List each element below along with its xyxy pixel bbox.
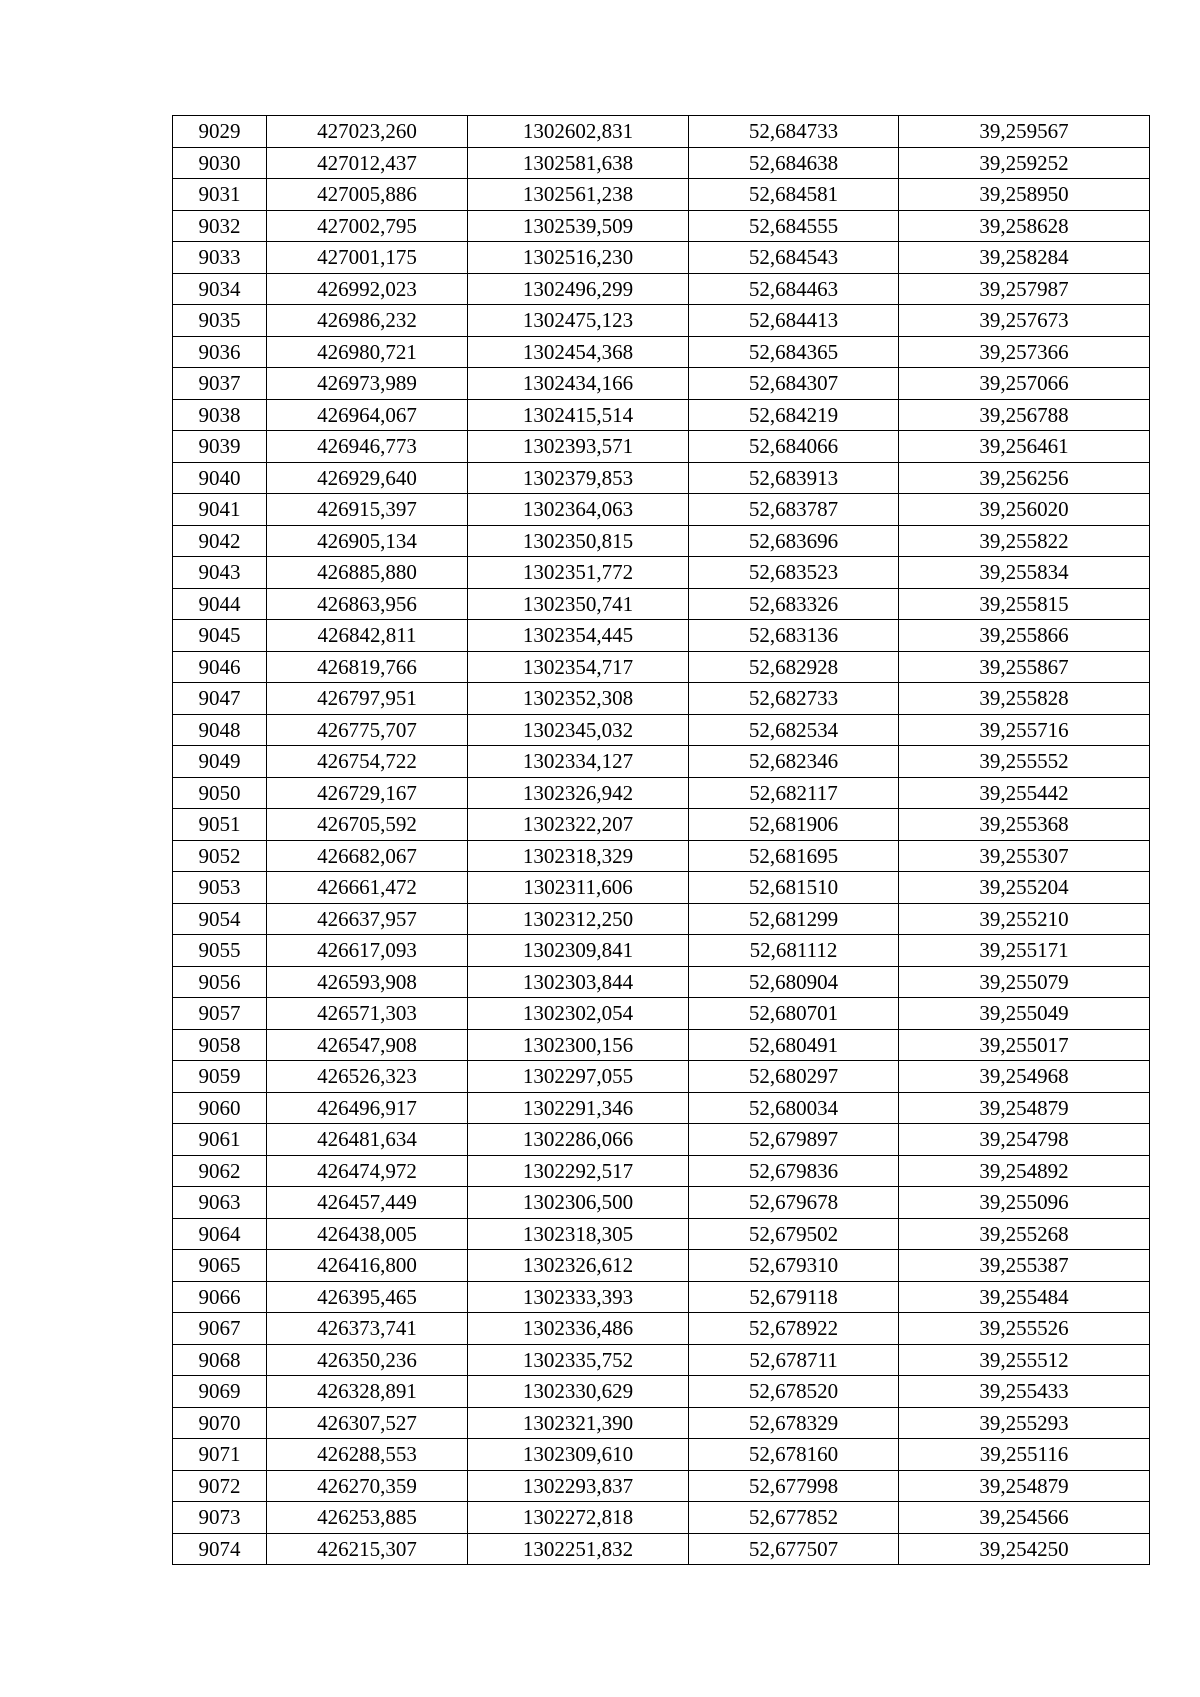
point-number-cell: 9060: [173, 1092, 267, 1124]
x-coordinate-cell: 426474,972: [267, 1155, 468, 1187]
point-number-cell: 9053: [173, 872, 267, 904]
longitude-cell: 39,256788: [899, 399, 1150, 431]
x-coordinate-cell: 426863,956: [267, 588, 468, 620]
point-number-cell: 9056: [173, 966, 267, 998]
y-coordinate-cell: 1302345,032: [468, 714, 689, 746]
point-number-cell: 9041: [173, 494, 267, 526]
y-coordinate-cell: 1302602,831: [468, 116, 689, 148]
x-coordinate-cell: 426682,067: [267, 840, 468, 872]
longitude-cell: 39,255512: [899, 1344, 1150, 1376]
point-number-cell: 9029: [173, 116, 267, 148]
longitude-cell: 39,258628: [899, 210, 1150, 242]
longitude-cell: 39,255096: [899, 1187, 1150, 1219]
x-coordinate-cell: 426547,908: [267, 1029, 468, 1061]
latitude-cell: 52,677507: [689, 1533, 899, 1565]
y-coordinate-cell: 1302581,638: [468, 147, 689, 179]
y-coordinate-cell: 1302297,055: [468, 1061, 689, 1093]
latitude-cell: 52,682733: [689, 683, 899, 715]
table-row: [173, 1029, 1150, 1061]
latitude-cell: 52,680491: [689, 1029, 899, 1061]
x-coordinate-cell: 426438,005: [267, 1218, 468, 1250]
table-row: [173, 966, 1150, 998]
x-coordinate-cell: 426705,592: [267, 809, 468, 841]
longitude-cell: 39,255049: [899, 998, 1150, 1030]
latitude-cell: 52,684733: [689, 116, 899, 148]
table-row: [173, 210, 1150, 242]
table-row: [173, 998, 1150, 1030]
point-number-cell: 9033: [173, 242, 267, 274]
latitude-cell: 52,678520: [689, 1376, 899, 1408]
table-row: [173, 1061, 1150, 1093]
point-number-cell: 9050: [173, 777, 267, 809]
y-coordinate-cell: 1302303,844: [468, 966, 689, 998]
x-coordinate-cell: 426416,800: [267, 1250, 468, 1282]
table-row: [173, 525, 1150, 557]
table-row: [173, 1250, 1150, 1282]
y-coordinate-cell: 1302350,815: [468, 525, 689, 557]
longitude-cell: 39,255293: [899, 1407, 1150, 1439]
longitude-cell: 39,255387: [899, 1250, 1150, 1282]
longitude-cell: 39,254798: [899, 1124, 1150, 1156]
x-coordinate-cell: 426754,722: [267, 746, 468, 778]
latitude-cell: 52,679897: [689, 1124, 899, 1156]
latitude-cell: 52,681906: [689, 809, 899, 841]
y-coordinate-cell: 1302330,629: [468, 1376, 689, 1408]
table-row: [173, 399, 1150, 431]
x-coordinate-cell: 426661,472: [267, 872, 468, 904]
point-number-cell: 9068: [173, 1344, 267, 1376]
latitude-cell: 52,681112: [689, 935, 899, 967]
y-coordinate-cell: 1302379,853: [468, 462, 689, 494]
table-row: [173, 1376, 1150, 1408]
x-coordinate-cell: 426775,707: [267, 714, 468, 746]
latitude-cell: 52,683523: [689, 557, 899, 589]
point-number-cell: 9051: [173, 809, 267, 841]
latitude-cell: 52,683326: [689, 588, 899, 620]
latitude-cell: 52,679836: [689, 1155, 899, 1187]
latitude-cell: 52,681299: [689, 903, 899, 935]
y-coordinate-cell: 1302309,610: [468, 1439, 689, 1471]
point-number-cell: 9058: [173, 1029, 267, 1061]
point-number-cell: 9044: [173, 588, 267, 620]
x-coordinate-cell: 426328,891: [267, 1376, 468, 1408]
table-row: [173, 1092, 1150, 1124]
table-row: [173, 1124, 1150, 1156]
point-number-cell: 9038: [173, 399, 267, 431]
latitude-cell: 52,679502: [689, 1218, 899, 1250]
table-row: [173, 872, 1150, 904]
y-coordinate-cell: 1302350,741: [468, 588, 689, 620]
x-coordinate-cell: 426964,067: [267, 399, 468, 431]
latitude-cell: 52,683787: [689, 494, 899, 526]
point-number-cell: 9048: [173, 714, 267, 746]
longitude-cell: 39,254968: [899, 1061, 1150, 1093]
latitude-cell: 52,682346: [689, 746, 899, 778]
longitude-cell: 39,254892: [899, 1155, 1150, 1187]
longitude-cell: 39,255268: [899, 1218, 1150, 1250]
latitude-cell: 52,684555: [689, 210, 899, 242]
table-row: [173, 1344, 1150, 1376]
longitude-cell: 39,254879: [899, 1470, 1150, 1502]
latitude-cell: 52,677998: [689, 1470, 899, 1502]
table-row: [173, 1407, 1150, 1439]
latitude-cell: 52,678922: [689, 1313, 899, 1345]
table-row: [173, 1155, 1150, 1187]
latitude-cell: 52,678160: [689, 1439, 899, 1471]
x-coordinate-cell: 426905,134: [267, 525, 468, 557]
point-number-cell: 9069: [173, 1376, 267, 1408]
latitude-cell: 52,684413: [689, 305, 899, 337]
longitude-cell: 39,259252: [899, 147, 1150, 179]
point-number-cell: 9045: [173, 620, 267, 652]
point-number-cell: 9059: [173, 1061, 267, 1093]
x-coordinate-cell: 426617,093: [267, 935, 468, 967]
x-coordinate-cell: 426729,167: [267, 777, 468, 809]
longitude-cell: 39,254879: [899, 1092, 1150, 1124]
table-row: [173, 1187, 1150, 1219]
point-number-cell: 9066: [173, 1281, 267, 1313]
y-coordinate-cell: 1302321,390: [468, 1407, 689, 1439]
point-number-cell: 9043: [173, 557, 267, 589]
y-coordinate-cell: 1302539,509: [468, 210, 689, 242]
latitude-cell: 52,682117: [689, 777, 899, 809]
latitude-cell: 52,682534: [689, 714, 899, 746]
point-number-cell: 9064: [173, 1218, 267, 1250]
x-coordinate-cell: 427012,437: [267, 147, 468, 179]
x-coordinate-cell: 426992,023: [267, 273, 468, 305]
point-number-cell: 9067: [173, 1313, 267, 1345]
point-number-cell: 9062: [173, 1155, 267, 1187]
latitude-cell: 52,679678: [689, 1187, 899, 1219]
latitude-cell: 52,684066: [689, 431, 899, 463]
y-coordinate-cell: 1302322,207: [468, 809, 689, 841]
longitude-cell: 39,255822: [899, 525, 1150, 557]
y-coordinate-cell: 1302415,514: [468, 399, 689, 431]
point-number-cell: 9055: [173, 935, 267, 967]
x-coordinate-cell: 426481,634: [267, 1124, 468, 1156]
point-number-cell: 9054: [173, 903, 267, 935]
x-coordinate-cell: 426797,951: [267, 683, 468, 715]
longitude-cell: 39,257673: [899, 305, 1150, 337]
table-row: [173, 777, 1150, 809]
longitude-cell: 39,255204: [899, 872, 1150, 904]
y-coordinate-cell: 1302351,772: [468, 557, 689, 589]
y-coordinate-cell: 1302354,445: [468, 620, 689, 652]
point-number-cell: 9057: [173, 998, 267, 1030]
longitude-cell: 39,255526: [899, 1313, 1150, 1345]
table-row: [173, 620, 1150, 652]
table-row: [173, 273, 1150, 305]
y-coordinate-cell: 1302318,305: [468, 1218, 689, 1250]
latitude-cell: 52,680904: [689, 966, 899, 998]
longitude-cell: 39,256020: [899, 494, 1150, 526]
point-number-cell: 9071: [173, 1439, 267, 1471]
table-row: [173, 1470, 1150, 1502]
latitude-cell: 52,680701: [689, 998, 899, 1030]
x-coordinate-cell: 426496,917: [267, 1092, 468, 1124]
table-row: [173, 179, 1150, 211]
x-coordinate-cell: 426288,553: [267, 1439, 468, 1471]
longitude-cell: 39,255171: [899, 935, 1150, 967]
latitude-cell: 52,680034: [689, 1092, 899, 1124]
point-number-cell: 9074: [173, 1533, 267, 1565]
longitude-cell: 39,255116: [899, 1439, 1150, 1471]
point-number-cell: 9070: [173, 1407, 267, 1439]
longitude-cell: 39,258950: [899, 179, 1150, 211]
longitude-cell: 39,256461: [899, 431, 1150, 463]
y-coordinate-cell: 1302354,717: [468, 651, 689, 683]
table-row: [173, 368, 1150, 400]
y-coordinate-cell: 1302291,346: [468, 1092, 689, 1124]
point-number-cell: 9035: [173, 305, 267, 337]
x-coordinate-cell: 426819,766: [267, 651, 468, 683]
x-coordinate-cell: 426637,957: [267, 903, 468, 935]
x-coordinate-cell: 426986,232: [267, 305, 468, 337]
y-coordinate-cell: 1302293,837: [468, 1470, 689, 1502]
y-coordinate-cell: 1302364,063: [468, 494, 689, 526]
y-coordinate-cell: 1302312,250: [468, 903, 689, 935]
table-row: [173, 840, 1150, 872]
x-coordinate-cell: 426929,640: [267, 462, 468, 494]
table-row: [173, 746, 1150, 778]
x-coordinate-cell: 426915,397: [267, 494, 468, 526]
point-number-cell: 9032: [173, 210, 267, 242]
coordinates-table: [172, 115, 1150, 1565]
x-coordinate-cell: 427001,175: [267, 242, 468, 274]
latitude-cell: 52,678329: [689, 1407, 899, 1439]
x-coordinate-cell: 426526,323: [267, 1061, 468, 1093]
x-coordinate-cell: 426973,989: [267, 368, 468, 400]
table-row: [173, 462, 1150, 494]
x-coordinate-cell: 426373,741: [267, 1313, 468, 1345]
point-number-cell: 9063: [173, 1187, 267, 1219]
x-coordinate-cell: 427002,795: [267, 210, 468, 242]
point-number-cell: 9040: [173, 462, 267, 494]
point-number-cell: 9052: [173, 840, 267, 872]
table-row: [173, 1502, 1150, 1534]
x-coordinate-cell: 426946,773: [267, 431, 468, 463]
y-coordinate-cell: 1302311,606: [468, 872, 689, 904]
table-row: [173, 714, 1150, 746]
latitude-cell: 52,684463: [689, 273, 899, 305]
x-coordinate-cell: 426350,236: [267, 1344, 468, 1376]
point-number-cell: 9034: [173, 273, 267, 305]
longitude-cell: 39,255307: [899, 840, 1150, 872]
latitude-cell: 52,678711: [689, 1344, 899, 1376]
point-number-cell: 9036: [173, 336, 267, 368]
longitude-cell: 39,258284: [899, 242, 1150, 274]
y-coordinate-cell: 1302393,571: [468, 431, 689, 463]
x-coordinate-cell: 426215,307: [267, 1533, 468, 1565]
point-number-cell: 9030: [173, 147, 267, 179]
latitude-cell: 52,683696: [689, 525, 899, 557]
x-coordinate-cell: 426395,465: [267, 1281, 468, 1313]
longitude-cell: 39,259567: [899, 116, 1150, 148]
point-number-cell: 9046: [173, 651, 267, 683]
y-coordinate-cell: 1302326,942: [468, 777, 689, 809]
y-coordinate-cell: 1302286,066: [468, 1124, 689, 1156]
y-coordinate-cell: 1302334,127: [468, 746, 689, 778]
latitude-cell: 52,682928: [689, 651, 899, 683]
y-coordinate-cell: 1302326,612: [468, 1250, 689, 1282]
latitude-cell: 52,684365: [689, 336, 899, 368]
y-coordinate-cell: 1302300,156: [468, 1029, 689, 1061]
latitude-cell: 52,681695: [689, 840, 899, 872]
longitude-cell: 39,257066: [899, 368, 1150, 400]
table-row: [173, 116, 1150, 148]
table-row: [173, 494, 1150, 526]
latitude-cell: 52,677852: [689, 1502, 899, 1534]
table-row: [173, 336, 1150, 368]
table-row: [173, 242, 1150, 274]
table-row: [173, 147, 1150, 179]
longitude-cell: 39,255210: [899, 903, 1150, 935]
longitude-cell: 39,257987: [899, 273, 1150, 305]
x-coordinate-cell: 426593,908: [267, 966, 468, 998]
y-coordinate-cell: 1302272,818: [468, 1502, 689, 1534]
longitude-cell: 39,255866: [899, 620, 1150, 652]
x-coordinate-cell: 427005,886: [267, 179, 468, 211]
latitude-cell: 52,684307: [689, 368, 899, 400]
table-row: [173, 1533, 1150, 1565]
longitude-cell: 39,255433: [899, 1376, 1150, 1408]
y-coordinate-cell: 1302454,368: [468, 336, 689, 368]
table-row: [173, 651, 1150, 683]
y-coordinate-cell: 1302251,832: [468, 1533, 689, 1565]
table-row: [173, 1439, 1150, 1471]
longitude-cell: 39,255552: [899, 746, 1150, 778]
y-coordinate-cell: 1302292,517: [468, 1155, 689, 1187]
longitude-cell: 39,255484: [899, 1281, 1150, 1313]
y-coordinate-cell: 1302302,054: [468, 998, 689, 1030]
longitude-cell: 39,254566: [899, 1502, 1150, 1534]
point-number-cell: 9042: [173, 525, 267, 557]
point-number-cell: 9073: [173, 1502, 267, 1534]
latitude-cell: 52,679118: [689, 1281, 899, 1313]
y-coordinate-cell: 1302352,308: [468, 683, 689, 715]
longitude-cell: 39,255017: [899, 1029, 1150, 1061]
longitude-cell: 39,255368: [899, 809, 1150, 841]
y-coordinate-cell: 1302434,166: [468, 368, 689, 400]
x-coordinate-cell: 426980,721: [267, 336, 468, 368]
table-row: [173, 935, 1150, 967]
table-row: [173, 1313, 1150, 1345]
longitude-cell: 39,254250: [899, 1533, 1150, 1565]
point-number-cell: 9072: [173, 1470, 267, 1502]
y-coordinate-cell: 1302335,752: [468, 1344, 689, 1376]
latitude-cell: 52,683913: [689, 462, 899, 494]
y-coordinate-cell: 1302318,329: [468, 840, 689, 872]
table-row: [173, 431, 1150, 463]
x-coordinate-cell: 426307,527: [267, 1407, 468, 1439]
x-coordinate-cell: 427023,260: [267, 116, 468, 148]
point-number-cell: 9047: [173, 683, 267, 715]
coordinates-table-body: [173, 116, 1150, 1565]
table-row: [173, 1281, 1150, 1313]
longitude-cell: 39,255079: [899, 966, 1150, 998]
latitude-cell: 52,684581: [689, 179, 899, 211]
x-coordinate-cell: 426253,885: [267, 1502, 468, 1534]
table-row: [173, 588, 1150, 620]
y-coordinate-cell: 1302475,123: [468, 305, 689, 337]
longitude-cell: 39,255828: [899, 683, 1150, 715]
x-coordinate-cell: 426270,359: [267, 1470, 468, 1502]
y-coordinate-cell: 1302336,486: [468, 1313, 689, 1345]
table-row: [173, 305, 1150, 337]
x-coordinate-cell: 426885,880: [267, 557, 468, 589]
longitude-cell: 39,255716: [899, 714, 1150, 746]
point-number-cell: 9061: [173, 1124, 267, 1156]
point-number-cell: 9031: [173, 179, 267, 211]
table-row: [173, 1218, 1150, 1250]
y-coordinate-cell: 1302561,238: [468, 179, 689, 211]
longitude-cell: 39,257366: [899, 336, 1150, 368]
table-row: [173, 903, 1150, 935]
latitude-cell: 52,680297: [689, 1061, 899, 1093]
longitude-cell: 39,256256: [899, 462, 1150, 494]
table-row: [173, 557, 1150, 589]
y-coordinate-cell: 1302333,393: [468, 1281, 689, 1313]
latitude-cell: 52,684219: [689, 399, 899, 431]
longitude-cell: 39,255815: [899, 588, 1150, 620]
point-number-cell: 9037: [173, 368, 267, 400]
table-row: [173, 683, 1150, 715]
y-coordinate-cell: 1302306,500: [468, 1187, 689, 1219]
x-coordinate-cell: 426571,303: [267, 998, 468, 1030]
longitude-cell: 39,255867: [899, 651, 1150, 683]
latitude-cell: 52,679310: [689, 1250, 899, 1282]
point-number-cell: 9065: [173, 1250, 267, 1282]
y-coordinate-cell: 1302516,230: [468, 242, 689, 274]
longitude-cell: 39,255442: [899, 777, 1150, 809]
y-coordinate-cell: 1302309,841: [468, 935, 689, 967]
x-coordinate-cell: 426842,811: [267, 620, 468, 652]
point-number-cell: 9049: [173, 746, 267, 778]
latitude-cell: 52,684543: [689, 242, 899, 274]
longitude-cell: 39,255834: [899, 557, 1150, 589]
point-number-cell: 9039: [173, 431, 267, 463]
latitude-cell: 52,681510: [689, 872, 899, 904]
x-coordinate-cell: 426457,449: [267, 1187, 468, 1219]
latitude-cell: 52,683136: [689, 620, 899, 652]
y-coordinate-cell: 1302496,299: [468, 273, 689, 305]
latitude-cell: 52,684638: [689, 147, 899, 179]
table-row: [173, 809, 1150, 841]
